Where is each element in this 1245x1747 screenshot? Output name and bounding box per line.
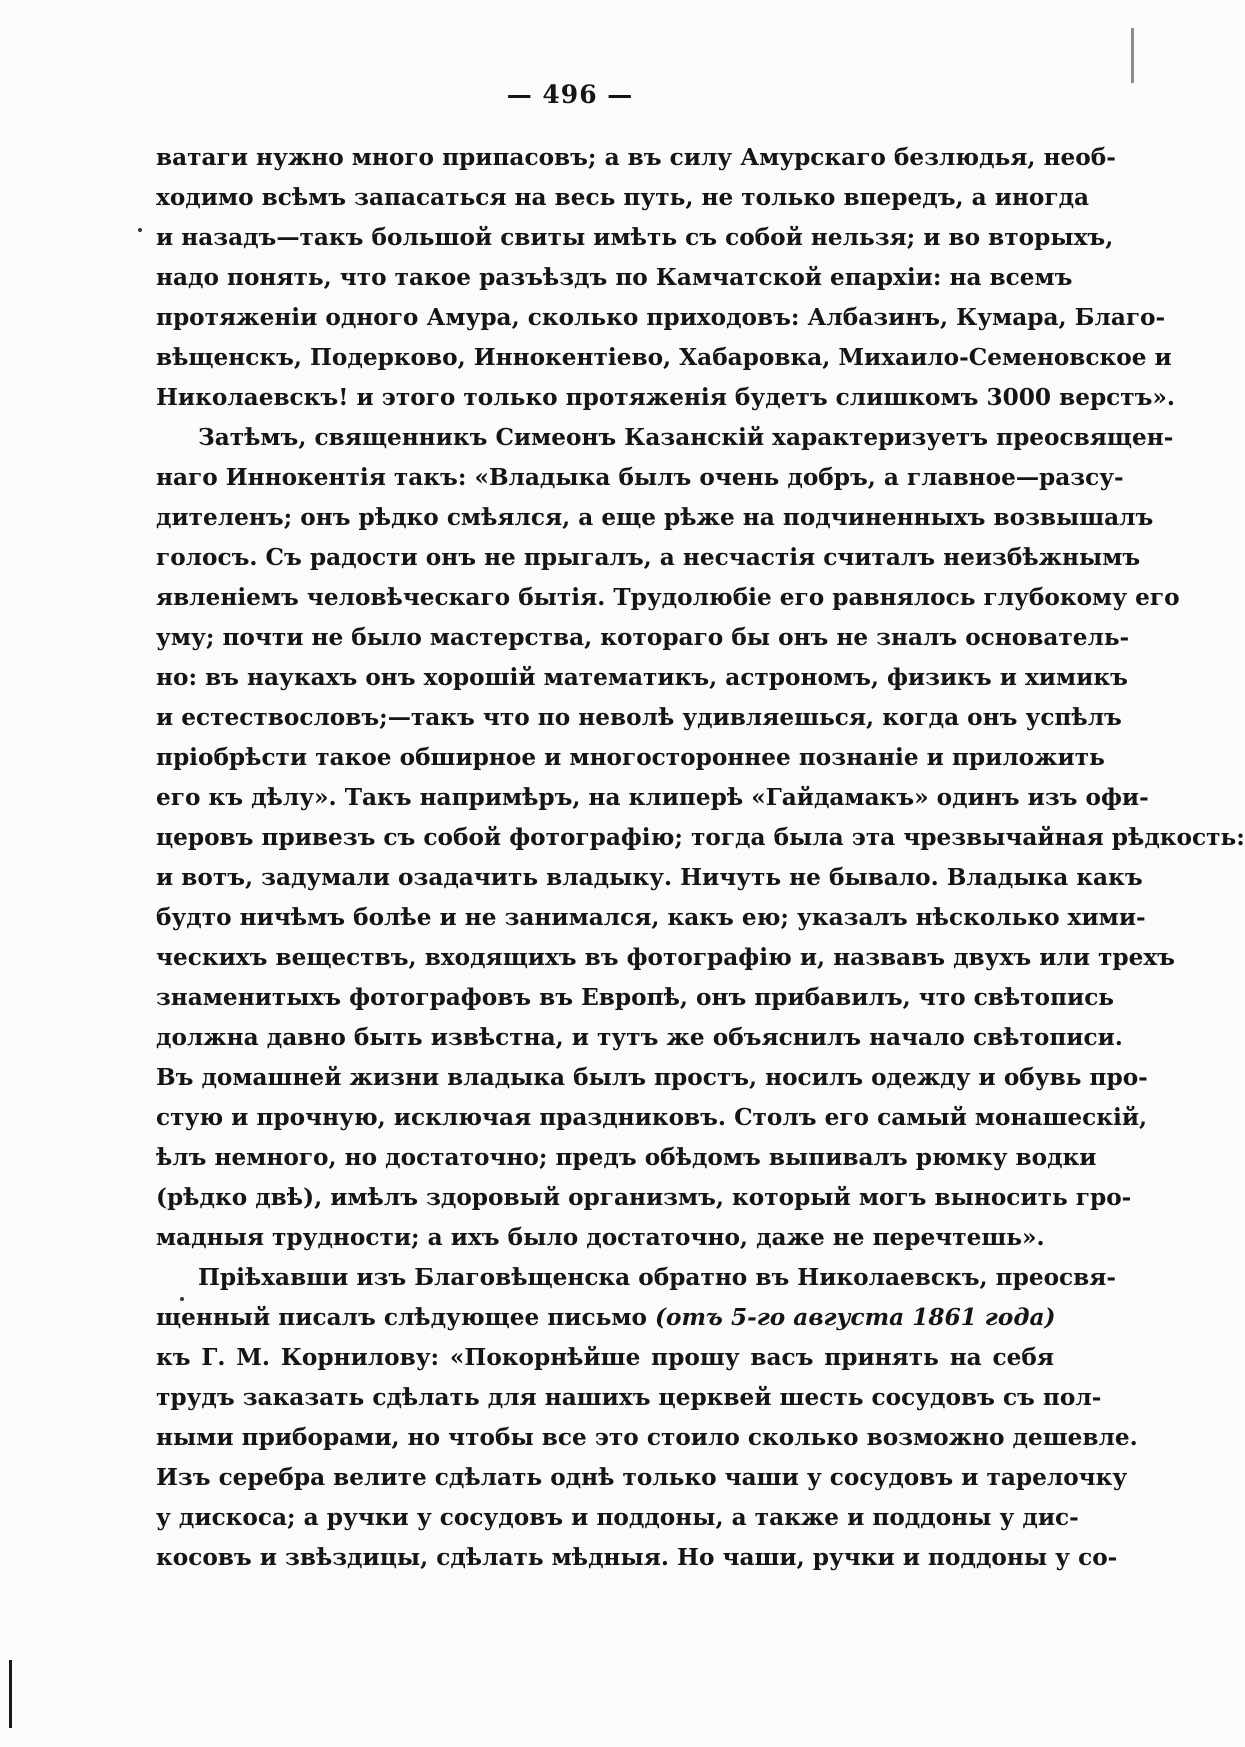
letter-intro-text: щенный писалъ слѣдующее письмо <box>156 1304 647 1331</box>
text-line: у дискоса; а ручки у сосудовъ и поддоны, а также и поддоны у дис- <box>156 1504 1079 1531</box>
text-line: голосъ. Съ радости онъ не прыгалъ, а несчастія считалъ неизбѣжнымъ <box>156 544 1141 571</box>
paragraph-start: Затѣмъ, священникъ Симеонъ Казанскій характеризуетъ преосвящен- <box>198 424 1174 451</box>
text-line: надо понять, что такое разъѣздъ по Камчатской епархіи: на всемъ <box>156 264 1073 291</box>
text-line: ными приборами, но чтобы все это стоило сколько возможно дешевле. <box>156 1424 1138 1451</box>
scan-edge-mark <box>1131 28 1134 83</box>
text-line: ватаги нужно много припасовъ; а въ силу Амурскаго безлюдья, необ- <box>156 144 1116 171</box>
page-number: — 496 — <box>506 80 634 109</box>
text-line: будто ничѣмъ болѣе и не занимался, какъ ею; указалъ нѣсколько хими- <box>156 904 1146 931</box>
text-line: Въ домашней жизни владыка былъ простъ, носилъ одежду и обувь про- <box>156 1064 1148 1091</box>
text-line-with-date <box>156 1298 1054 1338</box>
text-line: ходимо всѣмъ запасаться на весь путь, не только впередъ, а иногда <box>156 184 1090 211</box>
text-line: явленіемъ человѣческаго бытія. Трудолюбіе его равнялось глубокому его <box>156 584 1180 611</box>
paragraph-start: Пріѣхавши изъ Благовѣщенска обратно въ Николаевскъ, преосвя- <box>198 1264 1117 1291</box>
text-line: протяженіи одного Амура, сколько приходовъ: Албазинъ, Кумара, Благо- <box>156 304 1166 331</box>
text-line: церовъ привезъ съ собой фотографію; тогда была эта чрезвычайная рѣдкость: <box>156 824 1245 851</box>
text-line: трудъ заказать сдѣлать для нашихъ церквей шесть сосудовъ съ пол- <box>156 1384 1102 1411</box>
text-line: ческихъ веществъ, входящихъ въ фотографію и, назвавъ двухъ или трехъ <box>156 944 1175 971</box>
scan-margin-mark <box>9 1660 12 1728</box>
text-line: стую и прочную, исключая праздниковъ. Столъ его самый монашескій, <box>156 1104 1148 1131</box>
text-line: знаменитыхъ фотографовъ въ Европѣ, онъ прибавилъ, что свѣтопись <box>156 984 1115 1011</box>
text-line: дителенъ; онъ рѣдко смѣялся, а еще рѣже на подчиненныхъ возвышалъ <box>156 504 1154 531</box>
text-line: вѣщенскъ, Подерково, Иннокентіево, Хабаровка, Михаило-Семеновское и <box>156 344 1172 371</box>
letter-date: (отъ 5-го августа 1861 года) <box>655 1304 1056 1331</box>
text-line: Николаевскъ! и этого только протяженія будетъ слишкомъ 3000 верстъ». <box>156 384 1175 411</box>
text-line: но: въ наукахъ онъ хорошій математикъ, астрономъ, физикъ и химикъ <box>156 664 1128 691</box>
text-line: наго Иннокентія такъ: «Владыка былъ очень добръ, а главное—разсу- <box>156 464 1124 491</box>
body-text <box>156 138 1245 1578</box>
scan-speck <box>138 228 142 232</box>
text-line: къ Г. М. Корнилову: «Покорнѣйше прошу васъ принять на себя <box>156 1344 1054 1371</box>
text-line: мадныя трудности; а ихъ было достаточно, даже не перечтешь». <box>156 1224 1045 1251</box>
text-line: (рѣдко двѣ), имѣлъ здоровый организмъ, который могъ выносить гро- <box>156 1184 1132 1211</box>
text-line: пріобрѣсти такое обширное и многостороннее познаніе и приложить <box>156 744 1105 771</box>
text-line: и назадъ—такъ большой свиты имѣть съ собой нельзя; и во вторыхъ, <box>156 224 1114 251</box>
text-line: его къ дѣлу». Такъ напримѣръ, на клиперѣ «Гайдамакъ» одинъ изъ офи- <box>156 784 1149 811</box>
text-line: Изъ серебра велите сдѣлать однѣ только чаши у сосудовъ и тарелочку <box>156 1464 1128 1491</box>
text-line: должна давно быть извѣстна, и тутъ же объяснилъ начало свѣтописи. <box>156 1024 1123 1051</box>
text-line: ѣлъ немного, но достаточно; предъ обѣдомъ выпивалъ рюмку водки <box>156 1144 1097 1171</box>
scan-speck <box>180 1297 184 1301</box>
text-line: и вотъ, задумали озадачить владыку. Ничуть не бывало. Владыка какъ <box>156 864 1143 891</box>
text-line: и естествословъ;—такъ что по неволѣ удивляешься, когда онъ успѣлъ <box>156 704 1122 731</box>
text-line: уму; почти не было мастерства, котораго бы онъ не зналъ основатель- <box>156 624 1130 651</box>
text-line: косовъ и звѣздицы, сдѣлать мѣдныя. Но чаши, ручки и поддоны у со- <box>156 1544 1118 1571</box>
